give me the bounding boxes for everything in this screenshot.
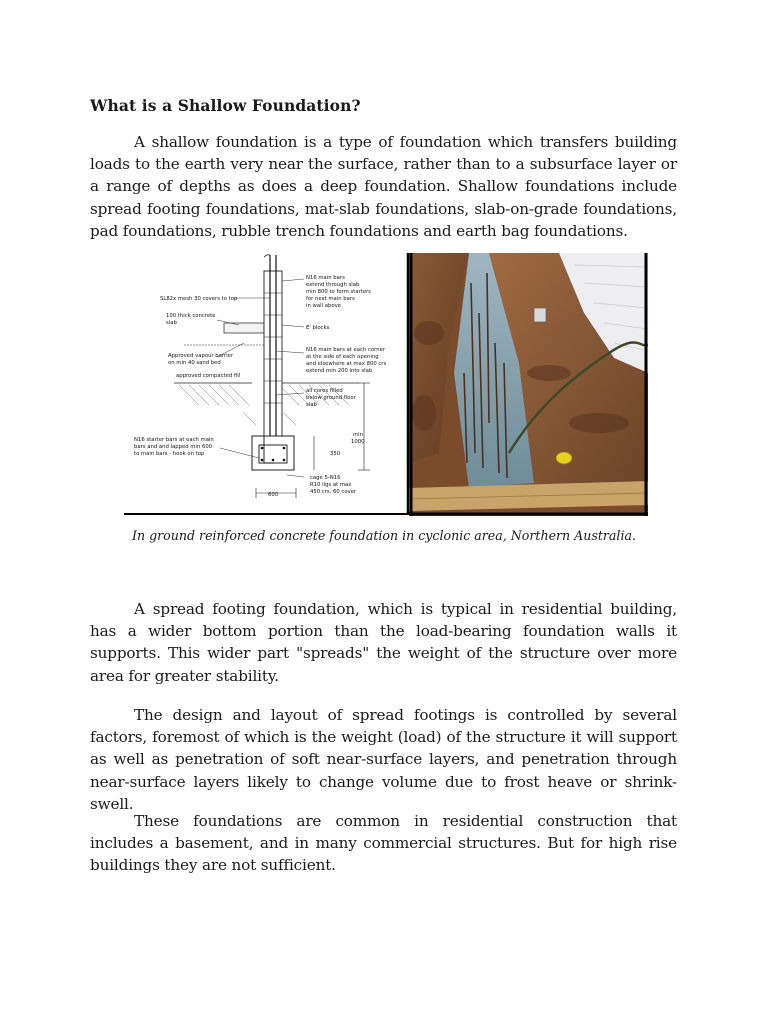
- figure-caption: In ground reinforced concrete foundation in cyclonic area, Northern Australia.: [132, 528, 636, 543]
- label-main-1: N16 main bars: [306, 275, 345, 281]
- label-cores-3: slab: [306, 402, 317, 408]
- label-main-5: in wall above: [306, 303, 341, 309]
- label-depth: 350: [330, 451, 341, 457]
- label-min-dim: 1000: [351, 439, 365, 445]
- label-main-3: min 800 to form starters: [306, 289, 372, 295]
- foundation-section-diagram: [124, 253, 409, 515]
- label-corner-2: at the side of each opening: [306, 354, 379, 360]
- label-cage-1: cage 5-N16: [310, 475, 341, 481]
- label-blocks: E' blocks: [306, 325, 330, 331]
- foundation-figure: [124, 253, 648, 516]
- label-fill: approved compacted fill: [176, 373, 241, 379]
- paragraph-design-layout: The design and layout of spread footings is controlled by several factors, foremost of which is the weight (load) of the structure it will support as well as penetration of soft near-surface layers, and penetration through near-surface layers likely to change volume due to frost heave or shrink-swell.: [90, 706, 677, 813]
- label-min: min: [353, 432, 363, 438]
- label-vapour-2: on min 40 sand bed: [168, 360, 221, 366]
- label-main-4: for next main bars: [306, 296, 355, 302]
- label-cores-2: below ground floor: [306, 395, 356, 401]
- label-corner-1: N16 main bars at each corner: [306, 347, 386, 353]
- label-cage-2: R10 ligs at max: [310, 482, 352, 488]
- label-slab-2: slab: [166, 320, 177, 326]
- label-vapour-1: Approved vapour barrier: [168, 353, 234, 359]
- label-starter-3: to main bars - hook on top: [134, 451, 205, 457]
- label-mesh: SL82x mesh 30 covers to top: [160, 296, 238, 302]
- label-corner-4: extend min 200 into slab: [306, 368, 373, 374]
- label-corner-3: and elsewhere at max 800 crs: [306, 361, 387, 367]
- paragraph-usage: These foundations are common in residential construction that includes a basement, and in many commercial structures. But for high rise buildings they are not sufficient.: [90, 812, 677, 875]
- label-cores-1: all cores filled: [306, 388, 343, 394]
- label-main-2: extend through slab: [306, 282, 360, 288]
- label-slab: 100 thick concrete: [166, 313, 216, 319]
- label-cage-3: 450 crs. 60 cover: [310, 489, 357, 495]
- paragraph-spread-footing: A spread footing foundation, which is typical in residential building, has a wider bottom portion than the load-bearing foundation walls it supports. This wider part "spreads" the weight of the structure over more area for greater stability.: [90, 600, 677, 685]
- label-starter-1: N16 starter bars at each main: [134, 437, 214, 443]
- label-width: 600: [268, 492, 279, 498]
- trench-photo: [409, 253, 648, 516]
- label-starter-2: bars and and lapped min 600: [134, 444, 213, 450]
- paragraph-intro: A shallow foundation is a type of foundation which transfers building loads to the earth very near the surface, rather than to a subsurface layer or a range of depths as does a deep foundation. Shallow foundations include spread footing foundations, mat-slab foundations, slab-on-grade foundations, pad foundations, rubble trench foundations and earth bag foundations.: [90, 133, 677, 240]
- section-heading: What is a Shallow Foundation?: [90, 96, 361, 115]
